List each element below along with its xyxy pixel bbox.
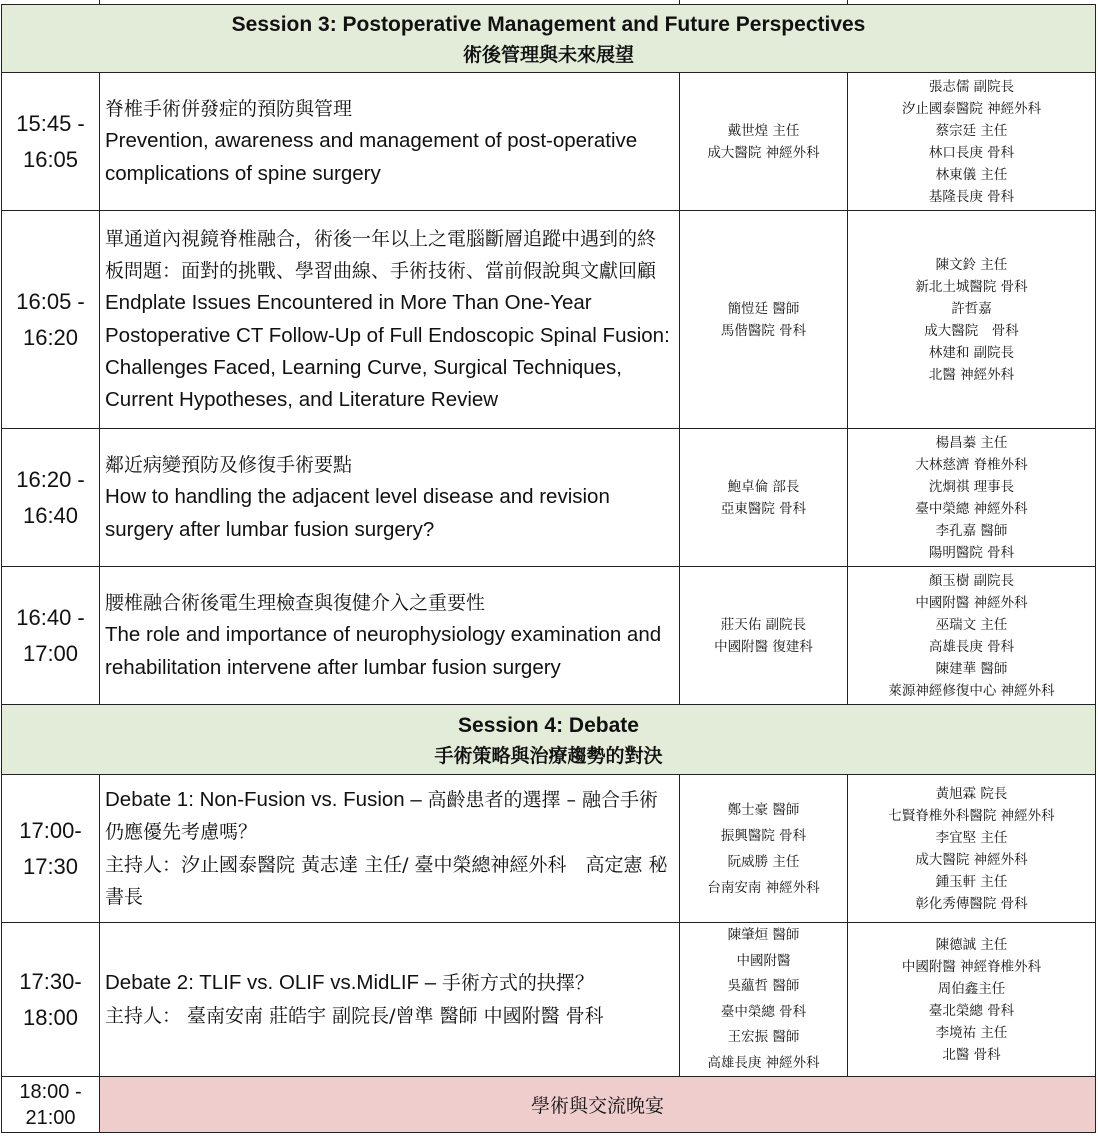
- time-start: 17:00-: [19, 817, 82, 843]
- moderator-line: 李孔嘉 醫師: [935, 522, 1008, 539]
- session-3-title-zh: 術後管理與未來展望: [463, 43, 635, 66]
- time-end: 16:40: [22, 502, 79, 528]
- speaker-cell: [680, 429, 848, 567]
- topic-cell: [100, 211, 680, 429]
- speaker-line: 臺中榮總 骨科: [720, 1003, 807, 1020]
- speaker-line: 王宏振 醫師: [727, 1029, 800, 1045]
- time-end: 17:00: [22, 640, 79, 666]
- time-cell: [2, 429, 100, 567]
- topic-cell: [100, 923, 680, 1077]
- time-end: 16:20: [22, 324, 79, 350]
- moderator-line: 顏玉樹 副院長: [928, 572, 1015, 589]
- host-line: 主持人：汐止國泰醫院 黃志達 主任/ 臺中榮總神經外科 高定憲 秘書長: [105, 853, 668, 908]
- speaker-line: 成大醫院 神經外科: [707, 144, 820, 161]
- dinner-row: [2, 1077, 1096, 1133]
- host-line: 主持人： 臺南安南 莊皓宇 副院長/曾準 醫師 中國附醫 骨科: [105, 1004, 604, 1027]
- speaker-line: 高雄長庚 神經外科: [707, 1054, 820, 1071]
- moderator-cell: [848, 73, 1096, 211]
- table-row: [2, 923, 1096, 1077]
- topic-zh: 高齡患者的選擇 – 融合手術仍應優先考慮嗎？: [105, 789, 659, 844]
- table-row: [2, 567, 1096, 705]
- moderator-line: 巫瑞文 主任: [935, 616, 1008, 633]
- time-cell: [2, 1077, 100, 1133]
- moderator-line: 沈烱祺 理事長: [928, 478, 1015, 495]
- time-start: 16:20 -: [16, 466, 85, 492]
- moderator-line: 林建和 副院長: [928, 344, 1015, 361]
- moderator-line: 高雄長庚 骨科: [928, 638, 1015, 655]
- time-cell: [2, 775, 100, 923]
- table-row: [2, 73, 1096, 211]
- time-end: 21:00: [25, 1106, 76, 1129]
- moderator-line: 成大醫院 骨科: [924, 322, 1019, 339]
- speaker-line: 振興醫院 骨科: [720, 827, 807, 844]
- topic-zh: 單通道內視鏡脊椎融合，術後一年以上之電腦斷層追蹤中遇到的終板問題：面對的挑戰、學習曲線、手術技術、當前假說與文獻回顧: [105, 227, 657, 283]
- moderator-line: 陳建華 醫師: [935, 660, 1008, 677]
- speaker-line: 中國附醫: [736, 952, 791, 969]
- time-start: 17:30-: [19, 968, 82, 994]
- topic-en: Debate 1: Non-Fusion vs. Fusion –: [105, 788, 428, 812]
- moderator-cell: [848, 567, 1096, 705]
- speaker-line: 莊天佑 副院長: [720, 616, 807, 633]
- topic-cell: [100, 775, 680, 923]
- session-3-header-row: [2, 5, 1096, 73]
- speaker-line: 馬偕醫院 骨科: [720, 322, 807, 339]
- time-end: 16:05: [22, 146, 79, 172]
- moderator-line: 大林慈濟 脊椎外科: [915, 456, 1028, 473]
- time-end: 18:00: [22, 1004, 79, 1030]
- speaker-line: 鄭士豪 醫師: [727, 801, 800, 818]
- moderator-line: 陽明醫院 骨科: [928, 544, 1015, 561]
- speaker-line: 戴世煌 主任: [727, 122, 800, 139]
- moderator-line: 汐止國泰醫院 神經外科: [901, 100, 1042, 117]
- moderator-line: 新北土城醫院 骨科: [915, 278, 1028, 295]
- session-4-title-zh: 手術策略與治療趨勢的對決: [434, 744, 663, 767]
- speaker-cell: [680, 73, 848, 211]
- moderator-line: 李境祐 主任: [935, 1024, 1008, 1041]
- time-start: 16:40 -: [16, 604, 85, 630]
- speaker-line: 中國附醫 復建科: [714, 638, 813, 655]
- moderator-line: 李宜堅 主任: [935, 829, 1008, 846]
- speaker-line: 台南安南 神經外科: [707, 879, 820, 896]
- topic-cell: [100, 429, 680, 567]
- moderator-line: 黃旭霖 院長: [935, 785, 1008, 802]
- topic-en: Endplate Issues Encountered in More Than One-Year Postoperative CT Follow-Up of Full Endoscopic Spinal Fusion: Challenges Faced, Learning Curve, Surgical Techniques, Current Hypotheses, and Literature Review: [105, 291, 670, 411]
- speaker-line: 簡愷廷 醫師: [727, 300, 800, 317]
- topic-en: How to handling the adjacent level disease and revision surgery after lumbar fusion surgery?: [105, 485, 610, 541]
- time-cell: [2, 73, 100, 211]
- moderator-line: 成大醫院 神經外科: [915, 851, 1028, 868]
- time-start: 15:45 -: [16, 110, 85, 136]
- time-cell: [2, 211, 100, 429]
- moderator-line: 北醫 神經外科: [928, 366, 1015, 383]
- moderator-cell: [848, 429, 1096, 567]
- moderator-cell: [848, 211, 1096, 429]
- moderator-line: 臺北榮總 骨科: [928, 1002, 1015, 1019]
- speaker-cell: [680, 775, 848, 923]
- speaker-line: 亞東醫院 骨科: [720, 500, 807, 517]
- moderator-line: 彰化秀傳醫院 骨科: [915, 895, 1028, 912]
- moderator-cell: [848, 923, 1096, 1077]
- moderator-line: 萊源神經修復中心 神經外科: [888, 682, 1055, 699]
- moderator-line: 許哲嘉: [951, 300, 992, 317]
- time-cell: [2, 567, 100, 705]
- moderator-line: 林口長庚 骨科: [928, 144, 1015, 161]
- moderator-line: 周伯鑫主任: [937, 980, 1006, 997]
- speaker-line: 陳肇烜 醫師: [727, 927, 800, 943]
- moderator-line: 臺中榮總 神經外科: [915, 500, 1028, 517]
- moderator-line: 基隆長庚 骨科: [928, 188, 1015, 205]
- session-4-header-row: [2, 705, 1096, 775]
- moderator-line: 楊昌蓁 主任: [935, 434, 1008, 451]
- moderator-line: 中國附醫 神經脊椎外科: [901, 958, 1042, 975]
- moderator-line: 鍾玉軒 主任: [935, 873, 1008, 890]
- topic-cell: [100, 73, 680, 211]
- speaker-cell: [680, 923, 848, 1077]
- speaker-line: 鮑卓倫 部長: [727, 478, 800, 495]
- topic-zh: 脊椎手術併發症的預防與管理: [105, 98, 353, 121]
- moderator-line: 張志儒 副院長: [928, 78, 1015, 95]
- moderator-line: 中國附醫 神經外科: [915, 594, 1028, 611]
- table-row: [2, 429, 1096, 567]
- session-4-header: [2, 705, 1096, 775]
- session-4-title-en: Session 4: Debate: [458, 713, 639, 737]
- time-cell: [2, 923, 100, 1077]
- speaker-cell: [680, 567, 848, 705]
- speaker-cell: [680, 211, 848, 429]
- moderator-line: 蔡宗廷 主任: [935, 122, 1008, 139]
- topic-zh: 手術方式的抉擇？: [441, 972, 594, 995]
- time-start: 16:05 -: [16, 288, 85, 314]
- topic-zh: 鄰近病變預防及修復手術要點: [105, 454, 353, 477]
- schedule-table: [1, 4, 1096, 1133]
- moderator-cell: [848, 775, 1096, 923]
- topic-cell: [100, 567, 680, 705]
- table-row: [2, 775, 1096, 923]
- topic-en: The role and importance of neurophysiology examination and rehabilitation intervene after lumbar fusion surgery: [105, 623, 662, 679]
- session-3-title-en: Session 3: Postoperative Management and Future Perspectives: [231, 12, 866, 36]
- topic-en: Prevention, awareness and management of post-operative complications of spine surgery: [105, 129, 638, 185]
- topic-en: Debate 2: TLIF vs. OLIF vs.MidLIF –: [105, 971, 442, 995]
- speaker-line: 阮威勝 主任: [727, 853, 800, 870]
- dinner-label: 學術與交流晚宴: [100, 1077, 1096, 1133]
- speaker-line: 吳蘊哲 醫師: [727, 978, 800, 994]
- moderator-line: 七賢脊椎外科醫院 神經外科: [888, 807, 1055, 824]
- time-end: 17:30: [22, 853, 79, 879]
- moderator-line: 北醫 骨科: [942, 1046, 1001, 1063]
- moderator-line: 陳文鈴 主任: [935, 256, 1008, 273]
- moderator-line: 陳德誠 主任: [935, 936, 1008, 953]
- time-start: 18:00 -: [19, 1080, 82, 1103]
- moderator-line: 林東儀 主任: [935, 166, 1008, 183]
- table-row: [2, 211, 1096, 429]
- topic-zh: 腰椎融合術後電生理檢查與復健介入之重要性: [105, 592, 486, 615]
- session-3-header: [2, 5, 1096, 73]
